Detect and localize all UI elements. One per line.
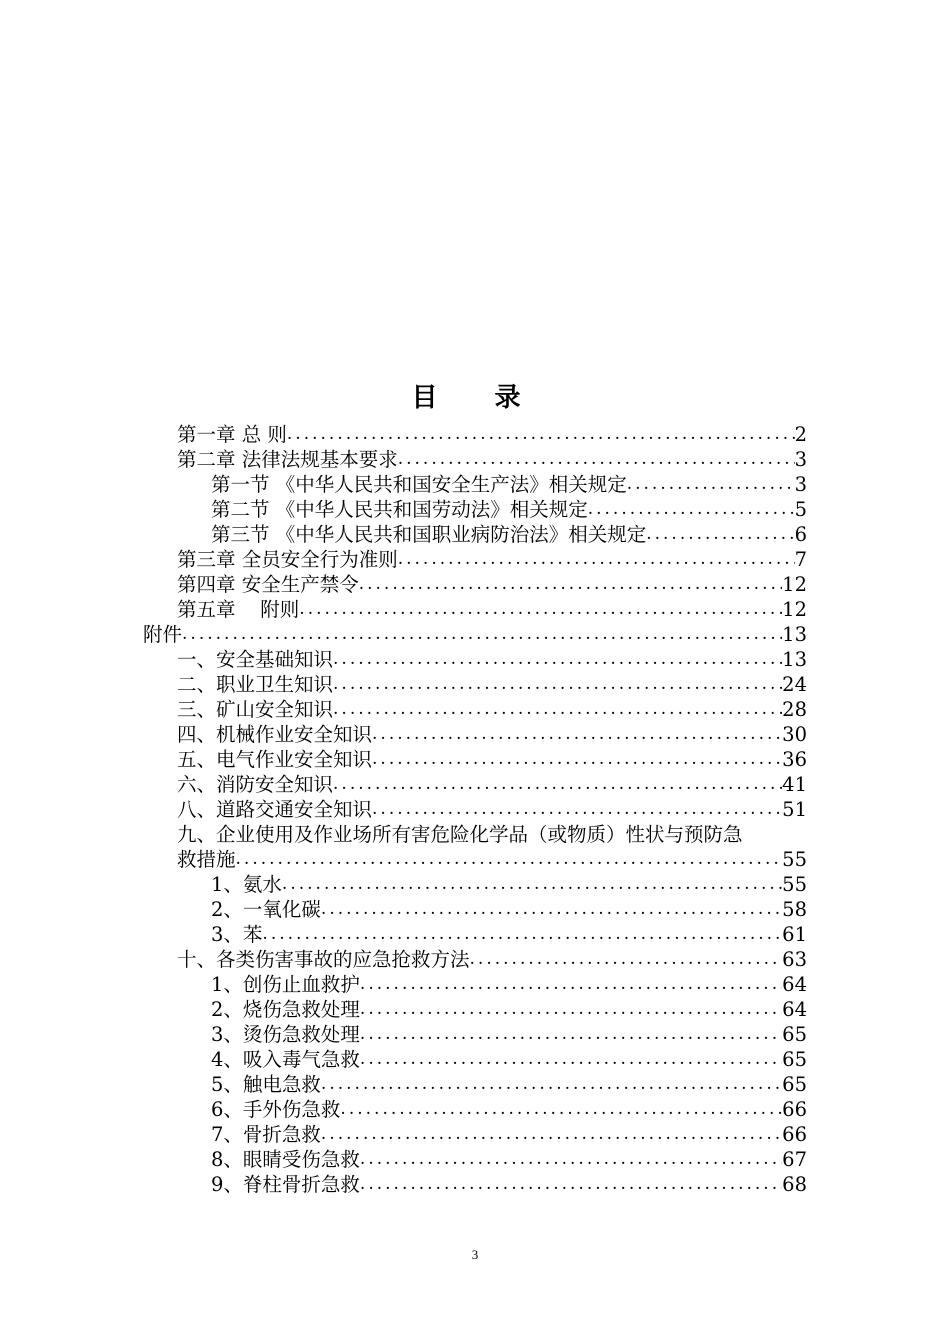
toc-entry-label: 第三节 《中华人民共和国职业病防治法》相关规定 [211,523,647,546]
toc-leader-dots [360,997,782,1022]
toc-entry-label: 6、手外伤急救 [211,1098,341,1121]
toc-entry-label: 第一章 总 则 [177,423,287,446]
toc-leader-dots [236,847,783,872]
toc-entry-page: 51 [782,798,807,821]
toc-entry-label: 附件 [143,623,183,646]
toc-entry[interactable] [211,922,807,947]
toc-leader-dots [359,572,782,597]
toc-entry-page: 13 [782,648,807,671]
toc-leader-dots [333,672,782,697]
toc-entry-label: 第四章 安全生产禁令 [177,573,359,596]
toc-entry-label: 一、安全基础知识 [177,648,334,671]
toc-leader-dots [372,722,782,747]
toc-entry[interactable] [177,772,807,797]
toc-entry-label: 九、企业使用及作业场所有害危险化学品（或物质）性状与预防急 [177,823,743,846]
toc-entry-page: 12 [782,573,807,596]
toc-entry-page: 30 [782,723,807,746]
toc-leader-dots [360,1022,782,1047]
toc-entry-label: 1、创伤止血救护 [211,973,360,996]
toc-entry-page: 61 [782,923,807,946]
toc-entry[interactable] [177,672,807,697]
toc-entry-label: 第一节 《中华人民共和国安全生产法》相关规定 [211,473,627,496]
toc-entry-page: 28 [782,698,807,721]
toc-leader-dots [398,547,795,572]
toc-entry[interactable] [211,497,807,522]
toc-entry-page: 7 [794,548,807,571]
toc-entry-page: 41 [782,773,807,796]
toc-leader-dots [182,622,782,647]
toc-entry-page: 58 [782,898,807,921]
toc-entry[interactable] [211,1147,807,1172]
toc-entry-page: 2 [794,423,807,446]
toc-entry[interactable] [143,622,807,647]
toc-entry[interactable] [211,972,807,997]
toc-entry[interactable] [211,1047,807,1072]
toc-entry[interactable] [177,747,807,772]
toc-entry-label: 2、一氧化碳 [211,898,321,921]
toc-entry[interactable] [177,647,807,672]
toc-entry-page: 65 [782,1023,807,1046]
toc-leader-dots [372,747,782,772]
toc-leader-dots [333,772,782,797]
toc-leader-dots [321,1072,782,1097]
toc-entry-label: 3、苯 [211,923,263,946]
toc-entry-label: 第二节 《中华人民共和国劳动法》相关规定 [211,498,588,521]
toc-entry-label: 八、道路交通安全知识 [177,798,373,821]
toc-entry-page: 65 [782,1073,807,1096]
toc-entry-label: 四、机械作业安全知识 [177,723,373,746]
toc-entry[interactable] [177,697,807,722]
toc-entry-page: 63 [782,948,807,971]
toc-entry[interactable] [177,422,807,447]
toc-entry-label: 十、各类伤害事故的应急抢救方法 [177,948,470,971]
toc-entry-page: 13 [782,623,807,646]
toc-entry-label: 5、触电急救 [211,1073,321,1096]
toc-entry-label: 第五章 附则 [177,598,300,621]
toc-entry[interactable] [177,597,807,622]
toc-entry-label: 救措施 [177,848,236,871]
toc-leader-dots [282,872,782,897]
toc-entry-page: 65 [782,1048,807,1071]
toc-entry[interactable] [177,722,807,747]
toc-entry-page: 67 [782,1148,807,1171]
toc-entry-page: 36 [782,748,807,771]
toc-entry-page: 55 [782,873,807,896]
toc-entry[interactable] [211,1072,807,1097]
toc-entry-page: 66 [782,1123,807,1146]
toc-entry[interactable] [177,797,807,822]
toc-leader-dots [360,1172,782,1197]
toc-entry-page: 3 [794,473,807,496]
toc-entry-page: 68 [782,1173,807,1196]
toc-entry-label: 8、眼睛受伤急救 [211,1148,360,1171]
toc-leader-dots [360,1047,782,1072]
toc-leader-dots [646,522,794,547]
toc-entry-page: 64 [782,998,807,1021]
toc-entry-label: 1、氨水 [211,873,282,896]
toc-entry[interactable] [211,1122,807,1147]
toc-entry-label: 三、矿山安全知识 [177,698,334,721]
toc-entry-page: 6 [794,523,807,546]
toc-entry-label: 2、烧伤急救处理 [211,998,360,1021]
toc-leader-dots [627,472,795,497]
toc-entry-page: 64 [782,973,807,996]
toc-leader-dots [299,597,782,622]
toc-leader-dots [588,497,795,522]
toc-entry[interactable] [211,897,807,922]
toc-leader-dots [262,922,782,947]
toc-leader-dots [398,447,795,472]
toc-leader-dots [321,1122,782,1147]
toc-entry-page: 66 [782,1098,807,1121]
toc-leader-dots [333,697,782,722]
toc-entry[interactable] [177,947,807,972]
toc-entry[interactable] [211,1097,807,1122]
toc-entry-page: 12 [782,598,807,621]
toc-entry-label: 二、职业卫生知识 [177,673,334,696]
toc-entry-label: 9、脊柱骨折急救 [211,1173,360,1196]
toc-entry-label: 3、烫伤急救处理 [211,1023,360,1046]
toc-leader-dots [340,1097,782,1122]
toc-entry[interactable] [177,822,807,847]
toc-entry[interactable] [177,572,807,597]
page-number: 3 [471,1247,479,1262]
toc-entry[interactable] [211,522,807,547]
toc-leader-dots [321,897,782,922]
toc-entry[interactable] [211,1022,807,1047]
toc-leader-dots [372,797,782,822]
toc-entry-label: 7、骨折急救 [211,1123,321,1146]
toc-entry[interactable] [177,447,807,472]
toc-entry[interactable] [211,997,807,1022]
toc-entry-page: 24 [782,673,807,696]
toc-leader-dots [360,1147,782,1172]
toc-leader-dots [333,647,782,672]
toc-entry-label: 六、消防安全知识 [177,773,334,796]
toc-entry-label: 五、电气作业安全知识 [177,748,373,771]
toc-leader-dots [470,947,783,972]
toc-entry[interactable] [211,472,807,497]
toc-title: 目 录 [411,383,545,413]
toc-leader-dots [287,422,795,447]
toc-entry[interactable] [211,1172,807,1197]
toc-entry-page: 3 [794,448,807,471]
toc-entry-page: 5 [794,498,807,521]
toc-entry-label: 第二章 法律法规基本要求 [177,448,398,471]
toc-entry[interactable] [177,847,807,872]
toc-entry-page: 55 [782,848,807,871]
toc-entry-label: 第三章 全员安全行为准则 [177,548,398,571]
toc-leader-dots [360,972,782,997]
toc-entry-label: 4、吸入毒气急救 [211,1048,360,1071]
toc-entry[interactable] [177,547,807,572]
toc-entry[interactable] [211,872,807,897]
